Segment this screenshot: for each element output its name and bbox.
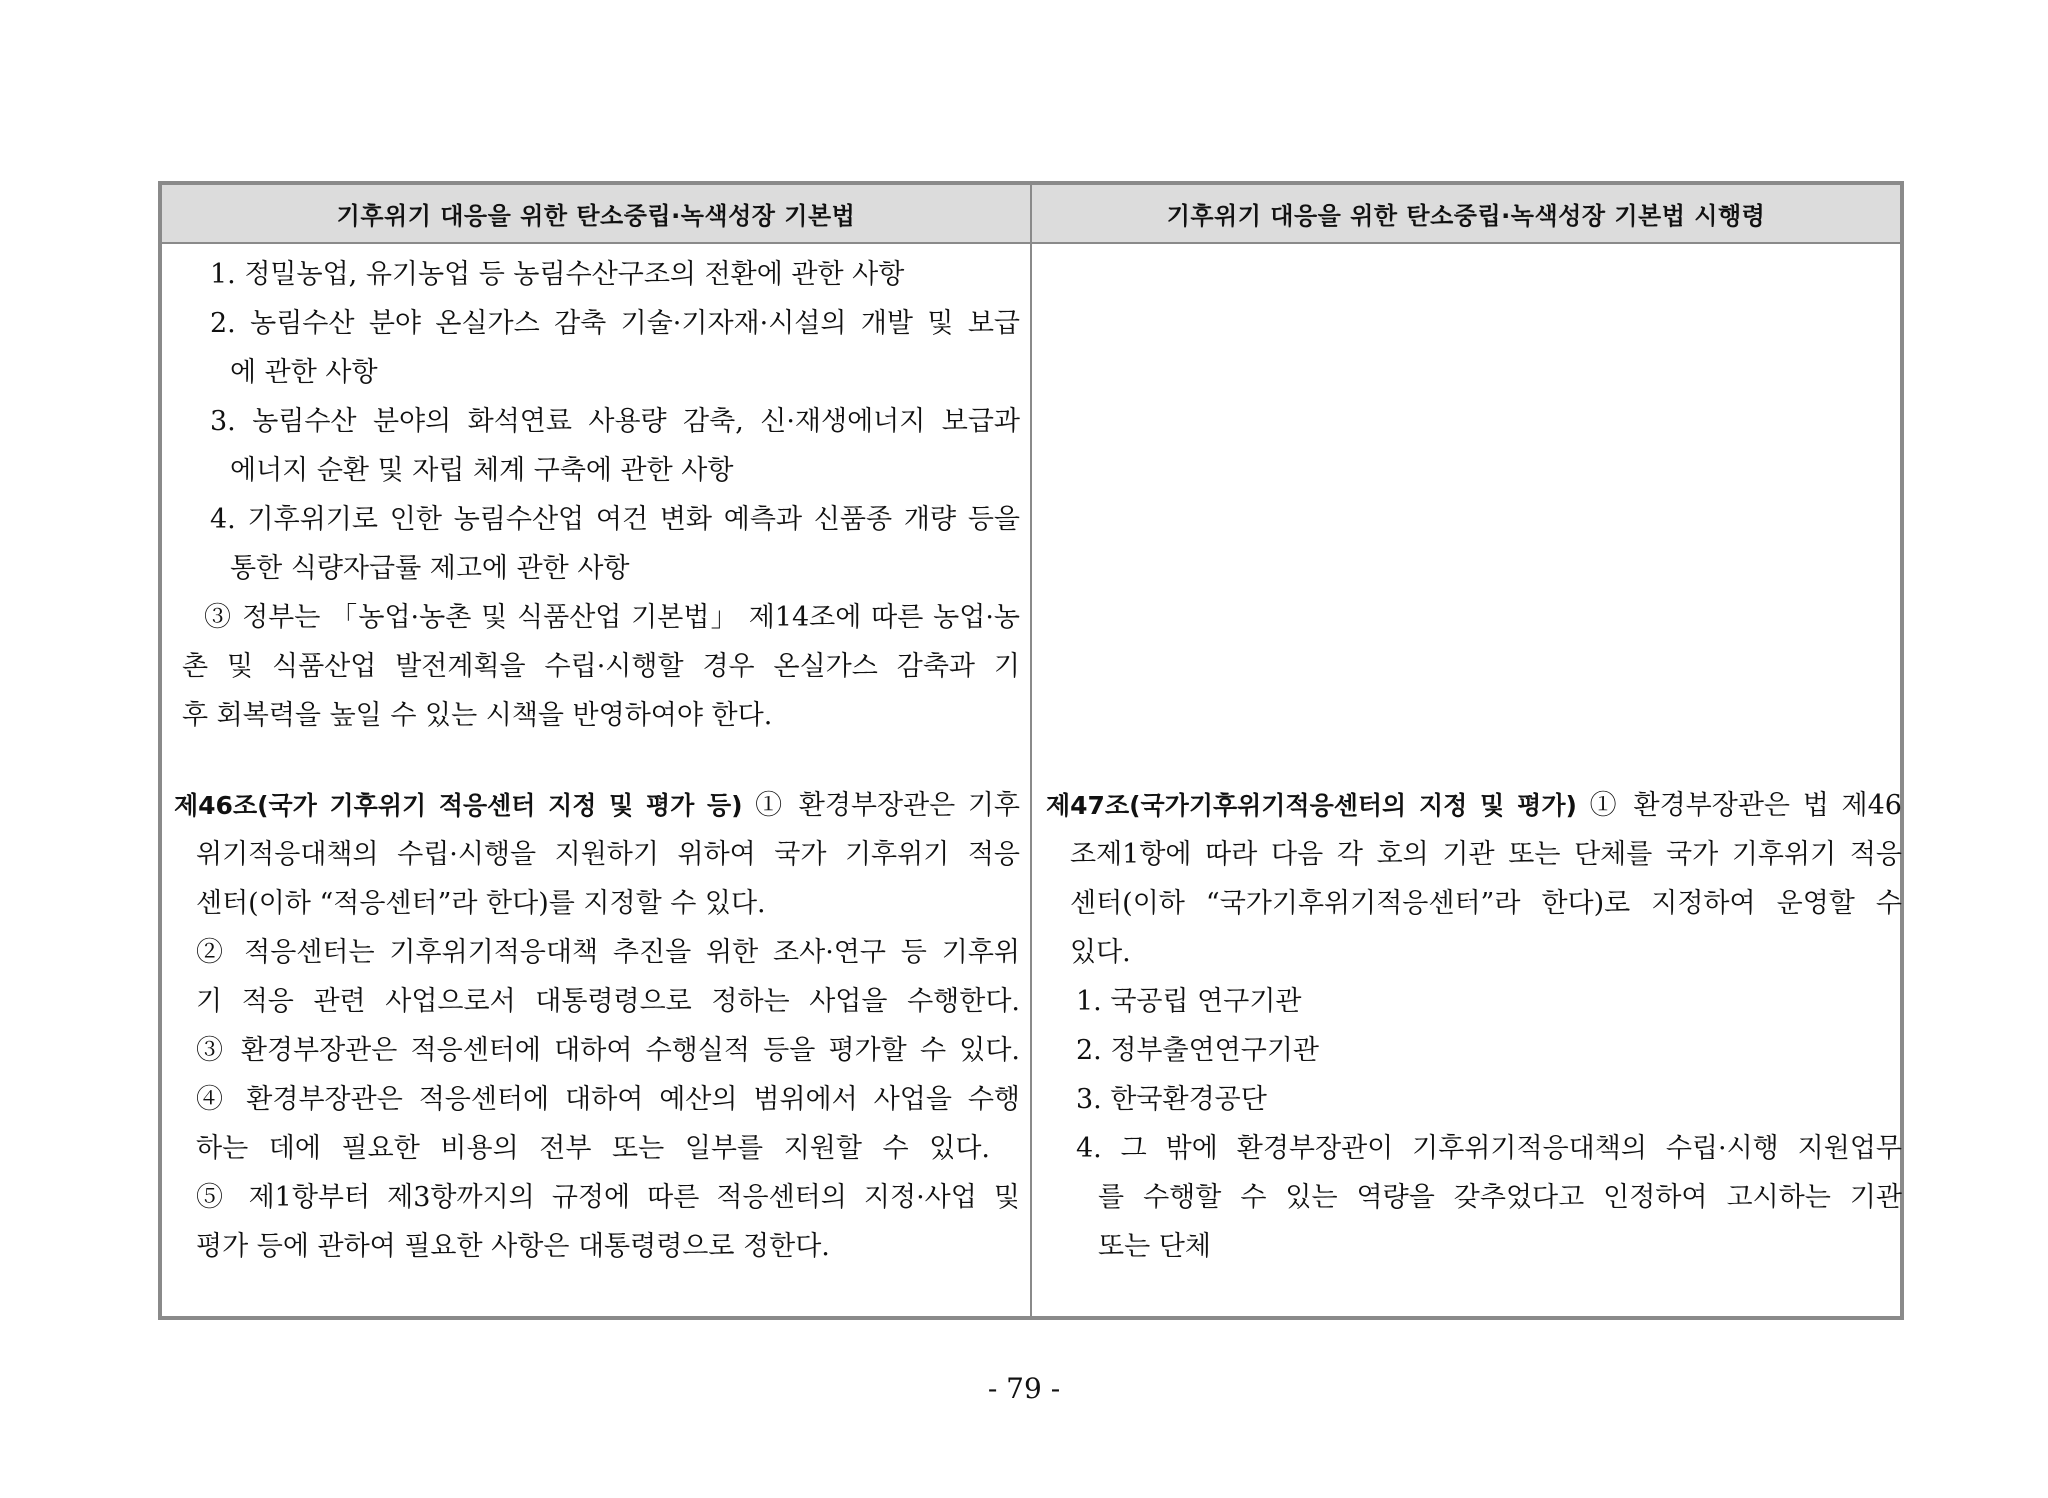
header-enforcement-decree: 기후위기 대응을 위한 탄소중립·녹색성장 기본법 시행령 [1032, 185, 1900, 244]
paragraph-line: ③ 정부는 「농업·농촌 및 식품산업 기본법」 제14조에 따른 농업·농 [204, 602, 1020, 633]
article-item: 4. 그 밖에 환경부장관이 기후위기적응대책의 수립·시행 지원업무 [1076, 1133, 1902, 1164]
article-47-title: 제47조(국가기후위기적응센터의 지정 및 평가) [1046, 791, 1577, 820]
article-47-paragraph-1-start: ① 환경부장관은 법 제46 [1589, 790, 1902, 821]
item-line: 1. 정밀농업, 유기농업 등 농림수산구조의 전환에 관한 사항 [210, 259, 905, 290]
item-line: 2. 농림수산 분야 온실가스 감축 기술·기자재·시설의 개발 및 보급 [210, 308, 1020, 339]
article-46-first-line [174, 789, 1020, 823]
article-line: 센터(이하 “국가기후위기적응센터”라 한다)로 지정하여 운영할 수 [1070, 888, 1902, 919]
article-line: 있다. [1070, 937, 1131, 968]
page-number: - 79 - [987, 1372, 1061, 1405]
article-line: 조제1항에 따라 다음 각 호의 기관 또는 단체를 국가 기후위기 적응 [1070, 839, 1902, 870]
article-item: 3. 한국환경공단 [1076, 1084, 1267, 1115]
article-item: 1. 국공립 연구기관 [1076, 986, 1302, 1017]
article-46-paragraph-1-start: ① 환경부장관은 기후 [755, 790, 1020, 821]
header-act: 기후위기 대응을 위한 탄소중립·녹색성장 기본법 [162, 185, 1032, 244]
item-line: 4. 기후위기로 인한 농림수산업 여건 변화 예측과 신품종 개량 등을 [210, 504, 1020, 535]
article-line: ② 적응센터는 기후위기적응대책 추진을 위한 조사·연구 등 기후위 [196, 937, 1020, 968]
item-line: 에 관한 사항 [230, 357, 378, 388]
law-comparison-table [158, 181, 1904, 1320]
item-line: 에너지 순환 및 자립 체계 구축에 관한 사항 [230, 455, 734, 486]
article-item: 를 수행할 수 있는 역량을 갖추었다고 인정하여 고시하는 기관 [1098, 1182, 1902, 1213]
item-line: 3. 농림수산 분야의 화석연료 사용량 감축, 신·재생에너지 보급과 [210, 406, 1020, 437]
article-line: 센터(이하 “적응센터”라 한다)를 지정할 수 있다. [196, 888, 766, 919]
article-item: 또는 단체 [1098, 1231, 1211, 1262]
article-item: 2. 정부출연연구기관 [1076, 1035, 1319, 1066]
article-line: 위기적응대책의 수립·시행을 지원하기 위하여 국가 기후위기 적응 [196, 839, 1020, 870]
article-line: ⑤ 제1항부터 제3항까지의 규정에 따른 적응센터의 지정·사업 및 [196, 1182, 1020, 1213]
article-line: ④ 환경부장관은 적응센터에 대하여 예산의 범위에서 사업을 수행 [196, 1084, 1020, 1115]
article-line: 하는 데에 필요한 비용의 전부 또는 일부를 지원할 수 있다. [196, 1133, 990, 1164]
article-line: 기 적응 관련 사업으로서 대통령령으로 정하는 사업을 수행한다. [196, 986, 1020, 1017]
article-line: 평가 등에 관하여 필요한 사항은 대통령령으로 정한다. [196, 1231, 830, 1262]
act-column [162, 244, 1032, 1316]
item-line: 통한 식량자급률 제고에 관한 사항 [230, 553, 630, 584]
paragraph-line: 촌 및 식품산업 발전계획을 수립·시행할 경우 온실가스 감축과 기 [182, 651, 1020, 682]
article-46-title: 제46조(국가 기후위기 적응센터 지정 및 평가 등) [174, 791, 743, 820]
paragraph-line: 후 회복력을 높일 수 있는 시책을 반영하여야 한다. [182, 700, 773, 731]
article-47-first-line [1046, 789, 1902, 823]
article-line: ③ 환경부장관은 적응센터에 대하여 수행실적 등을 평가할 수 있다. [196, 1035, 1020, 1066]
enforcement-decree-column [1032, 244, 1900, 1316]
